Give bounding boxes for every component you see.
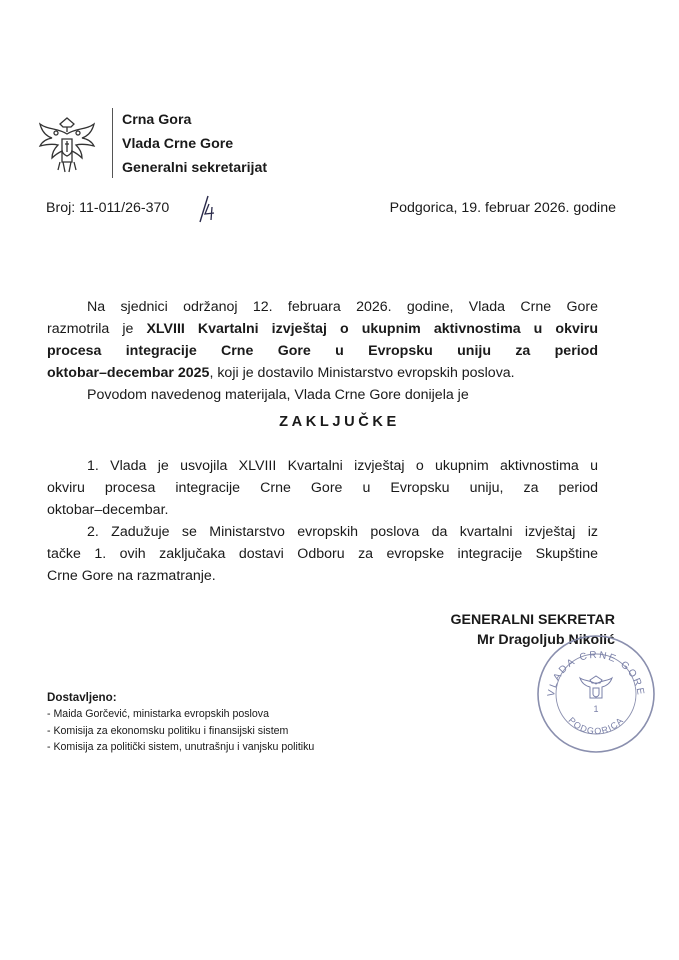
letterhead [36,102,336,182]
stamp-number: 1 [593,704,599,714]
handwritten-suffix [194,194,220,224]
signatory-name: Mr Dragoljub Nikolić [477,632,615,648]
intro-line [47,362,598,384]
conclusion-line: tačke 1. ovih zaključaka dostavi Odboru za evropske integracije Skupštine [47,546,598,562]
intro-line [47,340,598,362]
intro-line: Na sjednici održanoj 12. februara 2026. godine, Vlada Crne Gore [87,299,598,315]
header-divider [112,108,113,178]
distribution-item: - Maida Gorčević, ministarka evropskih poslova [47,708,269,721]
header-text [122,108,267,180]
country-name: Crna Gora [122,112,192,128]
intro-text: , koji je dostavilo Ministarstvo evropskih poslova. [209,365,515,381]
conclusions-list [47,455,598,587]
official-stamp [532,630,660,758]
intro-text: razmotrila je [47,321,147,337]
conclusions-heading: ZAKLJUČKE [279,414,400,430]
report-title-cont: procesa integracije Crne Gore u Evropsku uniju za period [47,343,598,359]
distribution-title: Dostavljeno: [47,691,117,704]
signatory-title: GENERALNI SEKRETAR [450,612,615,628]
intro-line: Povodom navedenog materijala, Vlada Crne Gore donijela je [87,387,469,403]
conclusion-line: 1. Vlada je usvojila XLVIII Kvartalni izvještaj o ukupnim aktivnostima u [87,458,598,474]
conclusion-line: Crne Gore na razmatranje. [47,568,216,584]
coat-of-arms-icon [36,114,98,176]
svg-text:VLADA CRNE GORE [546,650,646,698]
distribution-item: - Komisija za politički sistem, unutrašnju i vanjsku politiku [47,741,315,754]
stamp-emblem-icon [580,676,612,698]
svg-text:PODGORICA [566,715,625,736]
government-name: Vlada Crne Gore [122,136,234,152]
distribution-item: - Komisija za ekonomsku politiku i finansijski sistem [47,724,289,737]
intro-line [47,318,598,340]
report-title: XLVIII Kvartalni izvještaj o ukupnim aktivnostima u okviru [146,321,598,337]
reference-number: Broj: 11-011/26-370 [46,200,170,216]
conclusion-line: okviru procesa integracije Crne Gore u Evropsku uniju, za period [47,480,598,496]
stamp-text-top: VLADA CRNE GORE [546,649,646,698]
distribution-list [47,690,314,756]
department-name: Generalni sekretarijat [122,160,268,176]
conclusion-line: oktobar–decembar. [47,502,169,518]
conclusion-line: 2. Zadužuje se Ministarstvo evropskih poslova da kvartalni izvještaj iz [87,524,598,540]
intro-paragraph [47,296,598,406]
report-period: oktobar–decembar 2025 [47,365,210,381]
document-date: Podgorica, 19. februar 2026. godine [389,200,616,216]
stamp-city: PODGORICA [566,715,626,737]
